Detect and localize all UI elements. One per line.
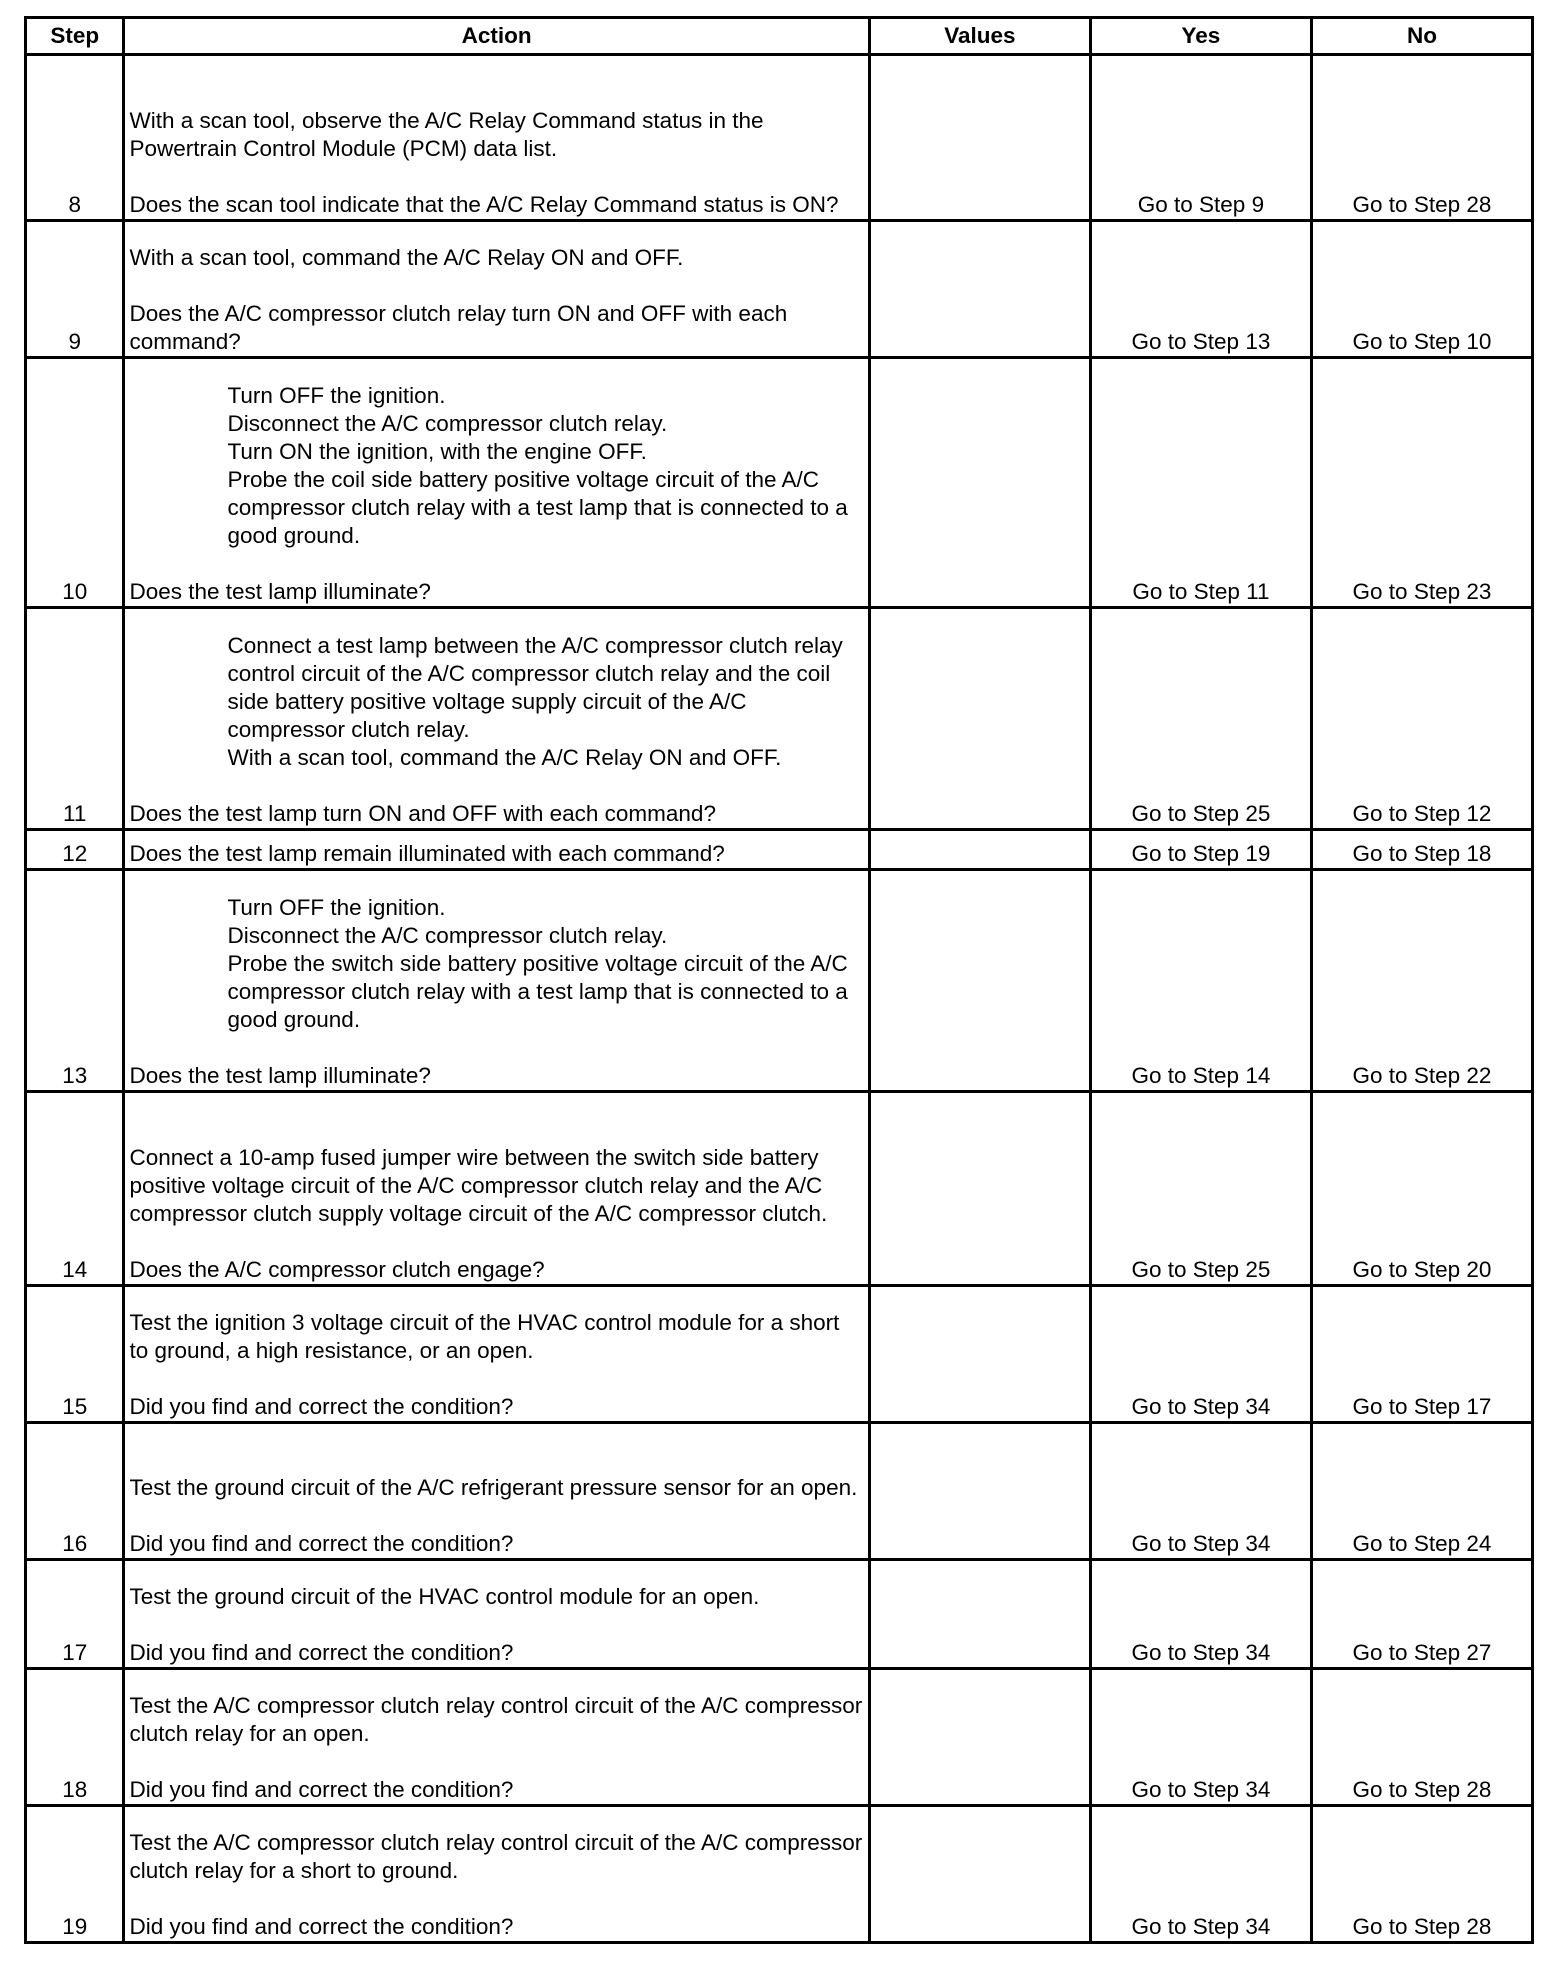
values-cell	[869, 1806, 1090, 1943]
no-cell: Go to Step 20	[1311, 1092, 1532, 1286]
instruction-line: Test the ignition 3 voltage circuit of the HVAC control module for a short to ground, a high resistance, or an open.	[129, 1310, 840, 1363]
no-cell: Go to Step 18	[1311, 830, 1532, 870]
no-cell: Go to Step 28	[1311, 55, 1532, 221]
action-cell	[124, 870, 869, 1092]
step-number: 19	[26, 1806, 124, 1943]
action-cell	[124, 1092, 869, 1286]
table-row	[26, 1669, 1533, 1806]
action-cell	[124, 1669, 869, 1806]
values-cell	[869, 1423, 1090, 1560]
instruction-line: Turn OFF the ignition.	[227, 383, 446, 408]
diagnostic-table	[24, 16, 1534, 1944]
action-cell	[124, 55, 869, 221]
step-number: 15	[26, 1286, 124, 1423]
instruction-line: Connect a 10-amp fused jumper wire between the switch side battery positive voltage circuit of the A/C compressor clutch relay and the A/C compressor clutch supply voltage circuit of the A/C compressor clutch.	[129, 1145, 828, 1226]
no-cell: Go to Step 10	[1311, 221, 1532, 358]
action-cell	[124, 358, 869, 608]
yes-cell: Go to Step 34	[1090, 1806, 1311, 1943]
table-row	[26, 55, 1533, 221]
action-instructions	[129, 244, 863, 272]
header-yes: Yes	[1090, 18, 1311, 55]
yes-cell: Go to Step 34	[1090, 1669, 1311, 1806]
no-cell: Go to Step 17	[1311, 1286, 1532, 1423]
action-question: Did you find and correct the condition?	[129, 1777, 514, 1802]
header-row	[26, 18, 1533, 55]
no-cell: Go to Step 27	[1311, 1560, 1532, 1669]
table-row	[26, 1423, 1533, 1560]
values-cell	[869, 870, 1090, 1092]
action-question: Does the A/C compressor clutch relay turn ON and OFF with each command?	[129, 301, 788, 354]
table-row	[26, 1286, 1533, 1423]
values-cell	[869, 608, 1090, 830]
step-number: 12	[26, 830, 124, 870]
action-cell	[124, 1806, 869, 1943]
values-cell	[869, 1560, 1090, 1669]
action-question: Does the test lamp illuminate?	[129, 1063, 431, 1088]
header-no: No	[1311, 18, 1532, 55]
instruction-line: Probe the coil side battery positive voltage circuit of the A/C compressor clutch relay with a test lamp that is connected to a good ground.	[227, 467, 848, 548]
action-cell	[124, 221, 869, 358]
instruction-line: Probe the switch side battery positive voltage circuit of the A/C compressor clutch relay with a test lamp that is connected to a good ground.	[227, 951, 848, 1032]
action-question: Does the A/C compressor clutch engage?	[129, 1257, 545, 1282]
no-cell: Go to Step 28	[1311, 1669, 1532, 1806]
yes-cell: Go to Step 19	[1090, 830, 1311, 870]
instruction-line: Connect a test lamp between the A/C compressor clutch relay control circuit of the A/C compressor clutch relay and the coil side battery positive voltage supply circuit of the A/C compressor clutch relay.	[227, 633, 843, 742]
table-row	[26, 1806, 1533, 1943]
step-number: 16	[26, 1423, 124, 1560]
action-question: Did you find and correct the condition?	[129, 1531, 514, 1556]
table-row	[26, 1560, 1533, 1669]
no-cell: Go to Step 23	[1311, 358, 1532, 608]
instruction-line: Test the ground circuit of the A/C refrigerant pressure sensor for an open.	[129, 1475, 858, 1500]
table-row	[26, 221, 1533, 358]
action-cell	[124, 1286, 869, 1423]
step-number: 10	[26, 358, 124, 608]
instruction-line: With a scan tool, observe the A/C Relay Command status in the Powertrain Control Module (PCM) data list.	[129, 108, 764, 161]
values-cell	[869, 1286, 1090, 1423]
instruction-line: Turn ON the ignition, with the engine OFF.	[227, 439, 647, 464]
action-question: Did you find and correct the condition?	[129, 1394, 514, 1419]
action-cell	[124, 1423, 869, 1560]
table-row	[26, 358, 1533, 608]
header-step: Step	[26, 18, 124, 55]
yes-cell: Go to Step 9	[1090, 55, 1311, 221]
instruction-line: Test the A/C compressor clutch relay control circuit of the A/C compressor clutch relay for an open.	[129, 1693, 863, 1746]
action-instructions	[129, 632, 863, 772]
values-cell	[869, 1669, 1090, 1806]
instruction-line: With a scan tool, command the A/C Relay ON and OFF.	[129, 245, 684, 270]
step-number: 18	[26, 1669, 124, 1806]
values-cell	[869, 830, 1090, 870]
action-instructions	[129, 107, 863, 163]
step-number: 8	[26, 55, 124, 221]
action-cell	[124, 608, 869, 830]
values-cell	[869, 358, 1090, 608]
action-question: Did you find and correct the condition?	[129, 1914, 514, 1939]
instruction-line: Turn OFF the ignition.	[227, 895, 446, 920]
table-row	[26, 1092, 1533, 1286]
instruction-line: Test the A/C compressor clutch relay control circuit of the A/C compressor clutch relay for a short to ground.	[129, 1830, 863, 1883]
table-body	[26, 55, 1533, 1943]
action-instructions	[129, 1829, 863, 1885]
step-number: 9	[26, 221, 124, 358]
instruction-line: With a scan tool, command the A/C Relay ON and OFF.	[227, 745, 782, 770]
no-cell: Go to Step 24	[1311, 1423, 1532, 1560]
action-question: Does the test lamp illuminate?	[129, 579, 431, 604]
yes-cell: Go to Step 25	[1090, 1092, 1311, 1286]
action-instructions	[129, 1583, 863, 1611]
table-row	[26, 608, 1533, 830]
action-instructions	[129, 1309, 863, 1365]
no-cell: Go to Step 12	[1311, 608, 1532, 830]
action-question: Does the scan tool indicate that the A/C Relay Command status is ON?	[129, 192, 839, 217]
action-cell	[124, 830, 869, 870]
yes-cell: Go to Step 34	[1090, 1560, 1311, 1669]
no-cell: Go to Step 28	[1311, 1806, 1532, 1943]
header-action: Action	[124, 18, 869, 55]
step-number: 14	[26, 1092, 124, 1286]
action-instructions	[129, 1692, 863, 1748]
yes-cell: Go to Step 11	[1090, 358, 1311, 608]
table-row	[26, 830, 1533, 870]
action-question: Does the test lamp turn ON and OFF with each command?	[129, 801, 716, 826]
table-row	[26, 870, 1533, 1092]
action-instructions	[129, 1474, 863, 1502]
instruction-line: Test the ground circuit of the HVAC control module for an open.	[129, 1584, 760, 1609]
action-cell	[124, 1560, 869, 1669]
instruction-line: Disconnect the A/C compressor clutch relay.	[227, 411, 668, 436]
header-values: Values	[869, 18, 1090, 55]
step-number: 13	[26, 870, 124, 1092]
values-cell	[869, 1092, 1090, 1286]
yes-cell: Go to Step 34	[1090, 1423, 1311, 1560]
yes-cell: Go to Step 13	[1090, 221, 1311, 358]
values-cell	[869, 55, 1090, 221]
no-cell: Go to Step 22	[1311, 870, 1532, 1092]
action-question: Did you find and correct the condition?	[129, 1640, 514, 1665]
action-instructions	[129, 382, 863, 550]
action-instructions	[129, 894, 863, 1034]
yes-cell: Go to Step 25	[1090, 608, 1311, 830]
step-number: 17	[26, 1560, 124, 1669]
values-cell	[869, 221, 1090, 358]
action-instructions	[129, 1144, 863, 1228]
instruction-line: Disconnect the A/C compressor clutch relay.	[227, 923, 668, 948]
yes-cell: Go to Step 14	[1090, 870, 1311, 1092]
action-question: Does the test lamp remain illuminated with each command?	[129, 841, 725, 866]
yes-cell: Go to Step 34	[1090, 1286, 1311, 1423]
step-number: 11	[26, 608, 124, 830]
